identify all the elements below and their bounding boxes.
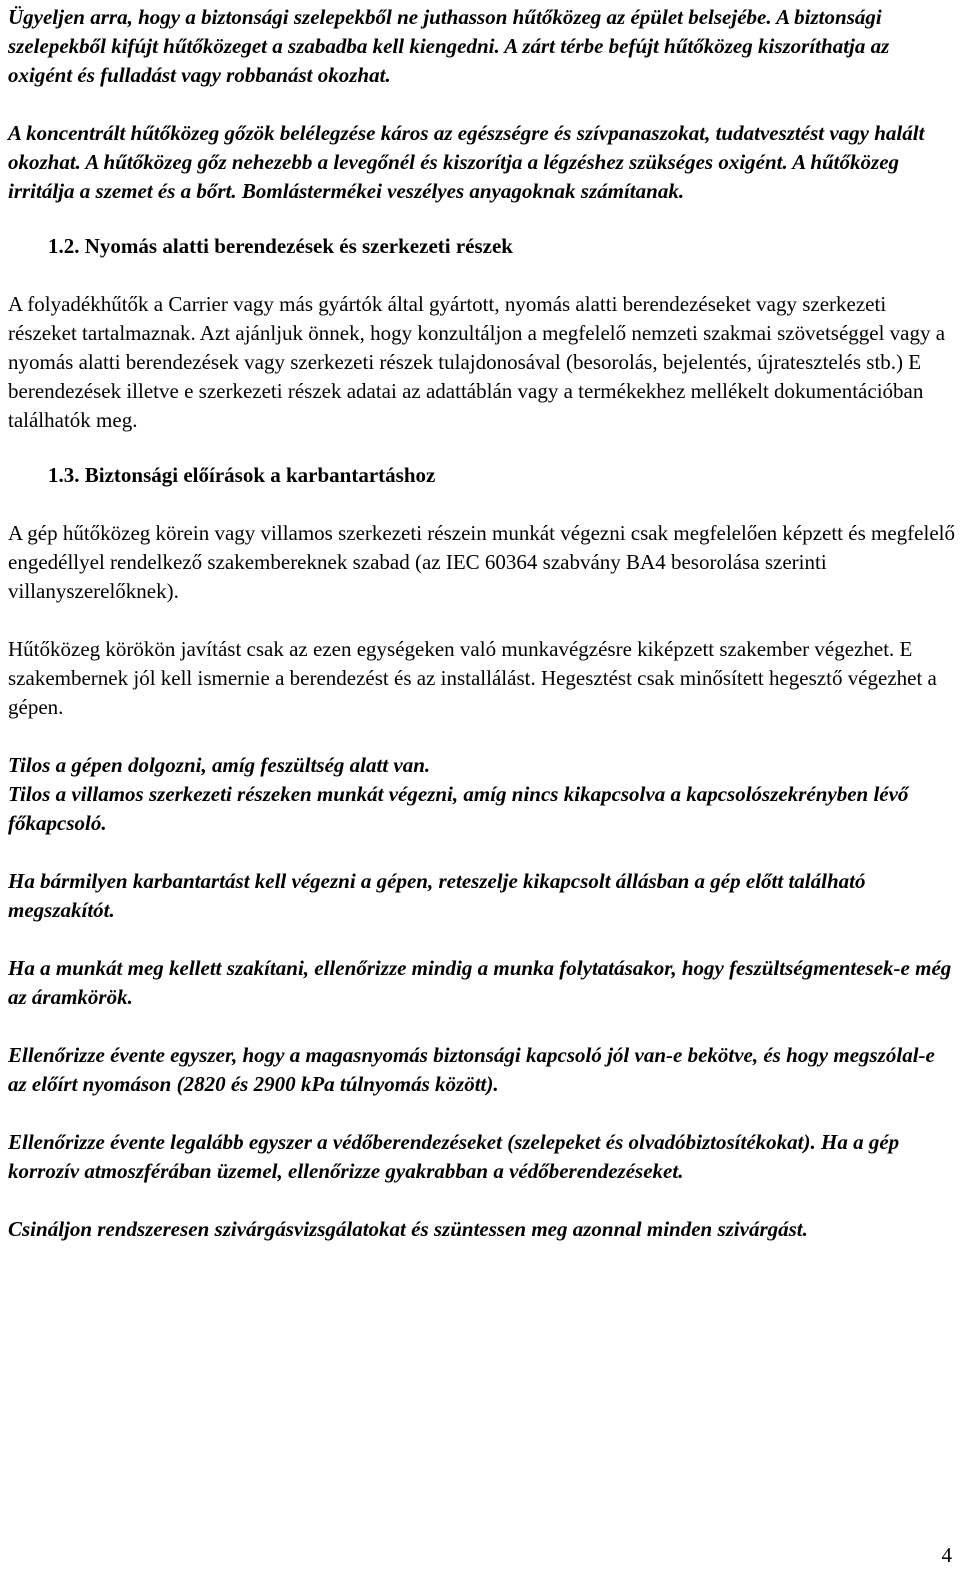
section-heading-1-2: 1.2. Nyomás alatti berendezések és szerkezeti részek [48,234,513,258]
warning-check-circuits: Ha a munkát meg kellett szakítani, ellenőrizze mindig a munka folytatásakor, hogy feszültségmentesek-e még az áramkörök. [8,956,952,1009]
warning-live-voltage: Tilos a gépen dolgozni, amíg feszültség alatt van. [8,753,431,777]
warning-main-switch: Tilos a villamos szerkezeti részeken munkát végezni, amíg nincs kikapcsolva a kapcsolószekrényben lévő főkapcsoló. [8,782,909,835]
intro-paragraph-2: A koncentrált hűtőközeg gőzök belélegzése káros az egészségre és szívpanaszokat, tudatvesztést vagy halált okozhat. A hűtőközeg gőz nehezebb a levegőnél és kiszorítja a légzéshez szükséges oxigént. A hűtőközeg irritálja a szemet és a bőrt. Bomlástermékei veszélyes anyagoknak számítanak. [8,121,925,203]
warning-protective-devices: Ellenőrizze évente legalább egyszer a védőberendezéseket (szelepeket és olvadóbiztosítékokat). Ha a gép korrozív atmoszférában üzemel, ellenőrizze gyakrabban a védőberendezéseket. [8,1130,900,1183]
document-page [8,3,956,1244]
warning-leak-tests: Csináljon rendszeresen szivárgásvizsgálatokat és szüntessen meg azonnal minden szivárgást. [8,1217,808,1241]
warning-high-pressure-switch: Ellenőrizze évente egyszer, hogy a magasnyomás biztonsági kapcsoló jól van-e bekötve, és hogy megszólal-e az előírt nyomáson (2820 és 2900 kPa túlnyomás között). [8,1043,935,1096]
section-heading-1-3: 1.3. Biztonsági előírások a karbantartáshoz [48,463,436,487]
intro-paragraph-1: Ügyeljen arra, hogy a biztonsági szelepekből ne juthasson hűtőközeg az épület belsejébe. A biztonsági szelepekből kifújt hűtőközeget a szabadba kell kiengedni. A zárt térbe befújt hűtőközeg kiszoríthatja az oxigént és fulladást vagy robbanást okozhat. [8,5,890,87]
warning-lock-breaker: Ha bármilyen karbantartást kell végezni a gépen, reteszelje kikapcsolt állásban a gép előtt található megszakítót. [8,869,866,922]
section-1-3-paragraph-2: Hűtőközeg körökön javítást csak az ezen egységeken való munkavégzésre kiképzett szakember végezhet. E szakembernek jól kell ismernie a berendezést és az installálást. Hegesztést csak minősített hegesztő végezhet a gépen. [8,637,937,719]
page-number: 4 [941,1543,952,1567]
section-1-3-paragraph-1: A gép hűtőközeg körein vagy villamos szerkezeti részein munkát végezni csak megfelelően képzett és megfelelő engedéllyel rendelkező szakembereknek szabad (az IEC 60364 szabvány BA4 besorolása szerinti villanyszerelőknek). [8,521,955,603]
section-1-2-body: A folyadékhűtők a Carrier vagy más gyártók által gyártott, nyomás alatti berendezéseket vagy szerkezeti részeket tartalmaznak. Azt ajánljuk önnek, hogy konzultáljon a megfelelő nemzeti szakmai szövetséggel vagy a nyomás alatti berendezések vagy szerkezeti részek tulajdonosával (besorolás, bejelentés, újratesztelés stb.) E berendezések illetve e szerkezeti részek adatai az adattáblán vagy a termékekhez mellékelt dokumentációban találhatók meg. [8,292,946,432]
